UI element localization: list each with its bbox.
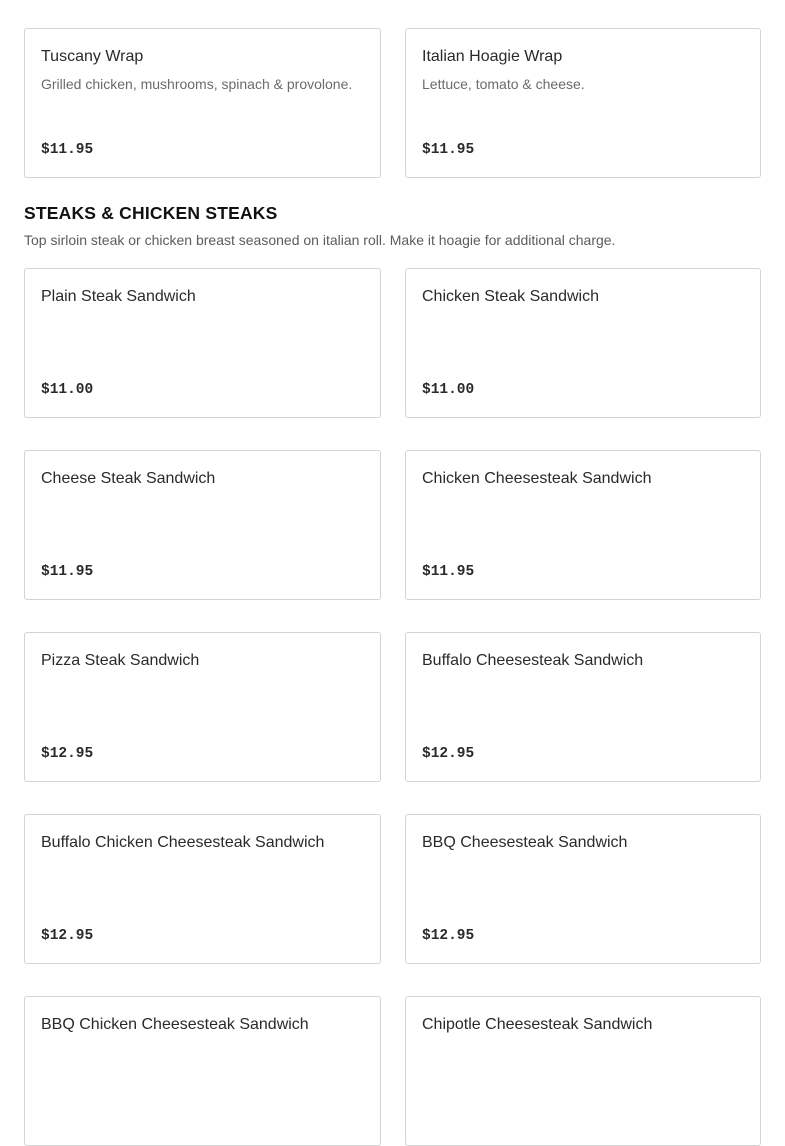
menu-item-name: BBQ Chicken Cheesesteak Sandwich <box>41 1016 309 1033</box>
wraps-item-grid <box>24 28 761 178</box>
menu-item-price: $12.95 <box>41 928 94 944</box>
steaks-item-grid <box>24 268 761 1146</box>
menu-item-name: Tuscany Wrap <box>41 48 144 65</box>
menu-item-card[interactable] <box>24 28 381 178</box>
section-description: Top sirloin steak or chicken breast seasoned on italian roll. Make it hoagie for additional charge. <box>24 232 616 248</box>
menu-item-description: Lettuce, tomato & cheese. <box>422 76 585 92</box>
menu-item-card[interactable] <box>405 268 761 418</box>
menu-item-name: Chipotle Cheesesteak Sandwich <box>422 1016 653 1033</box>
menu-item-price: $11.95 <box>422 142 475 158</box>
menu-item-name: Cheese Steak Sandwich <box>41 470 216 487</box>
menu-item-description: Grilled chicken, mushrooms, spinach & provolone. <box>41 76 353 92</box>
menu-item-card[interactable] <box>405 814 761 964</box>
menu-item-price: $12.95 <box>422 928 475 944</box>
menu-item-card[interactable] <box>24 268 381 418</box>
menu-item-name: Buffalo Cheesesteak Sandwich <box>422 652 644 669</box>
menu-item-card[interactable] <box>405 450 761 600</box>
menu-item-card[interactable] <box>405 28 761 178</box>
menu-item-name: Plain Steak Sandwich <box>41 288 196 305</box>
menu-item-card[interactable] <box>24 996 381 1146</box>
menu-item-price: $11.00 <box>41 382 94 398</box>
menu-item-name: Chicken Cheesesteak Sandwich <box>422 470 652 487</box>
menu-item-card[interactable] <box>24 450 381 600</box>
section-title: STEAKS & CHICKEN STEAKS <box>24 203 278 223</box>
menu-item-name: Buffalo Chicken Cheesesteak Sandwich <box>41 834 325 851</box>
menu-item-price: $11.00 <box>422 382 475 398</box>
menu-item-name: Italian Hoagie Wrap <box>422 48 563 65</box>
menu-item-card[interactable] <box>405 632 761 782</box>
menu-item-name: Chicken Steak Sandwich <box>422 288 599 305</box>
menu-item-name: BBQ Cheesesteak Sandwich <box>422 834 628 851</box>
menu-item-price: $12.95 <box>41 746 94 762</box>
menu-item-price: $11.95 <box>41 564 94 580</box>
menu-item-price: $12.95 <box>422 746 475 762</box>
menu-item-name: Pizza Steak Sandwich <box>41 652 200 669</box>
menu-item-card[interactable] <box>24 632 381 782</box>
menu-item-price: $11.95 <box>422 564 475 580</box>
menu-item-card[interactable] <box>405 996 761 1146</box>
menu-item-card[interactable] <box>24 814 381 964</box>
menu-item-price: $11.95 <box>41 142 94 158</box>
